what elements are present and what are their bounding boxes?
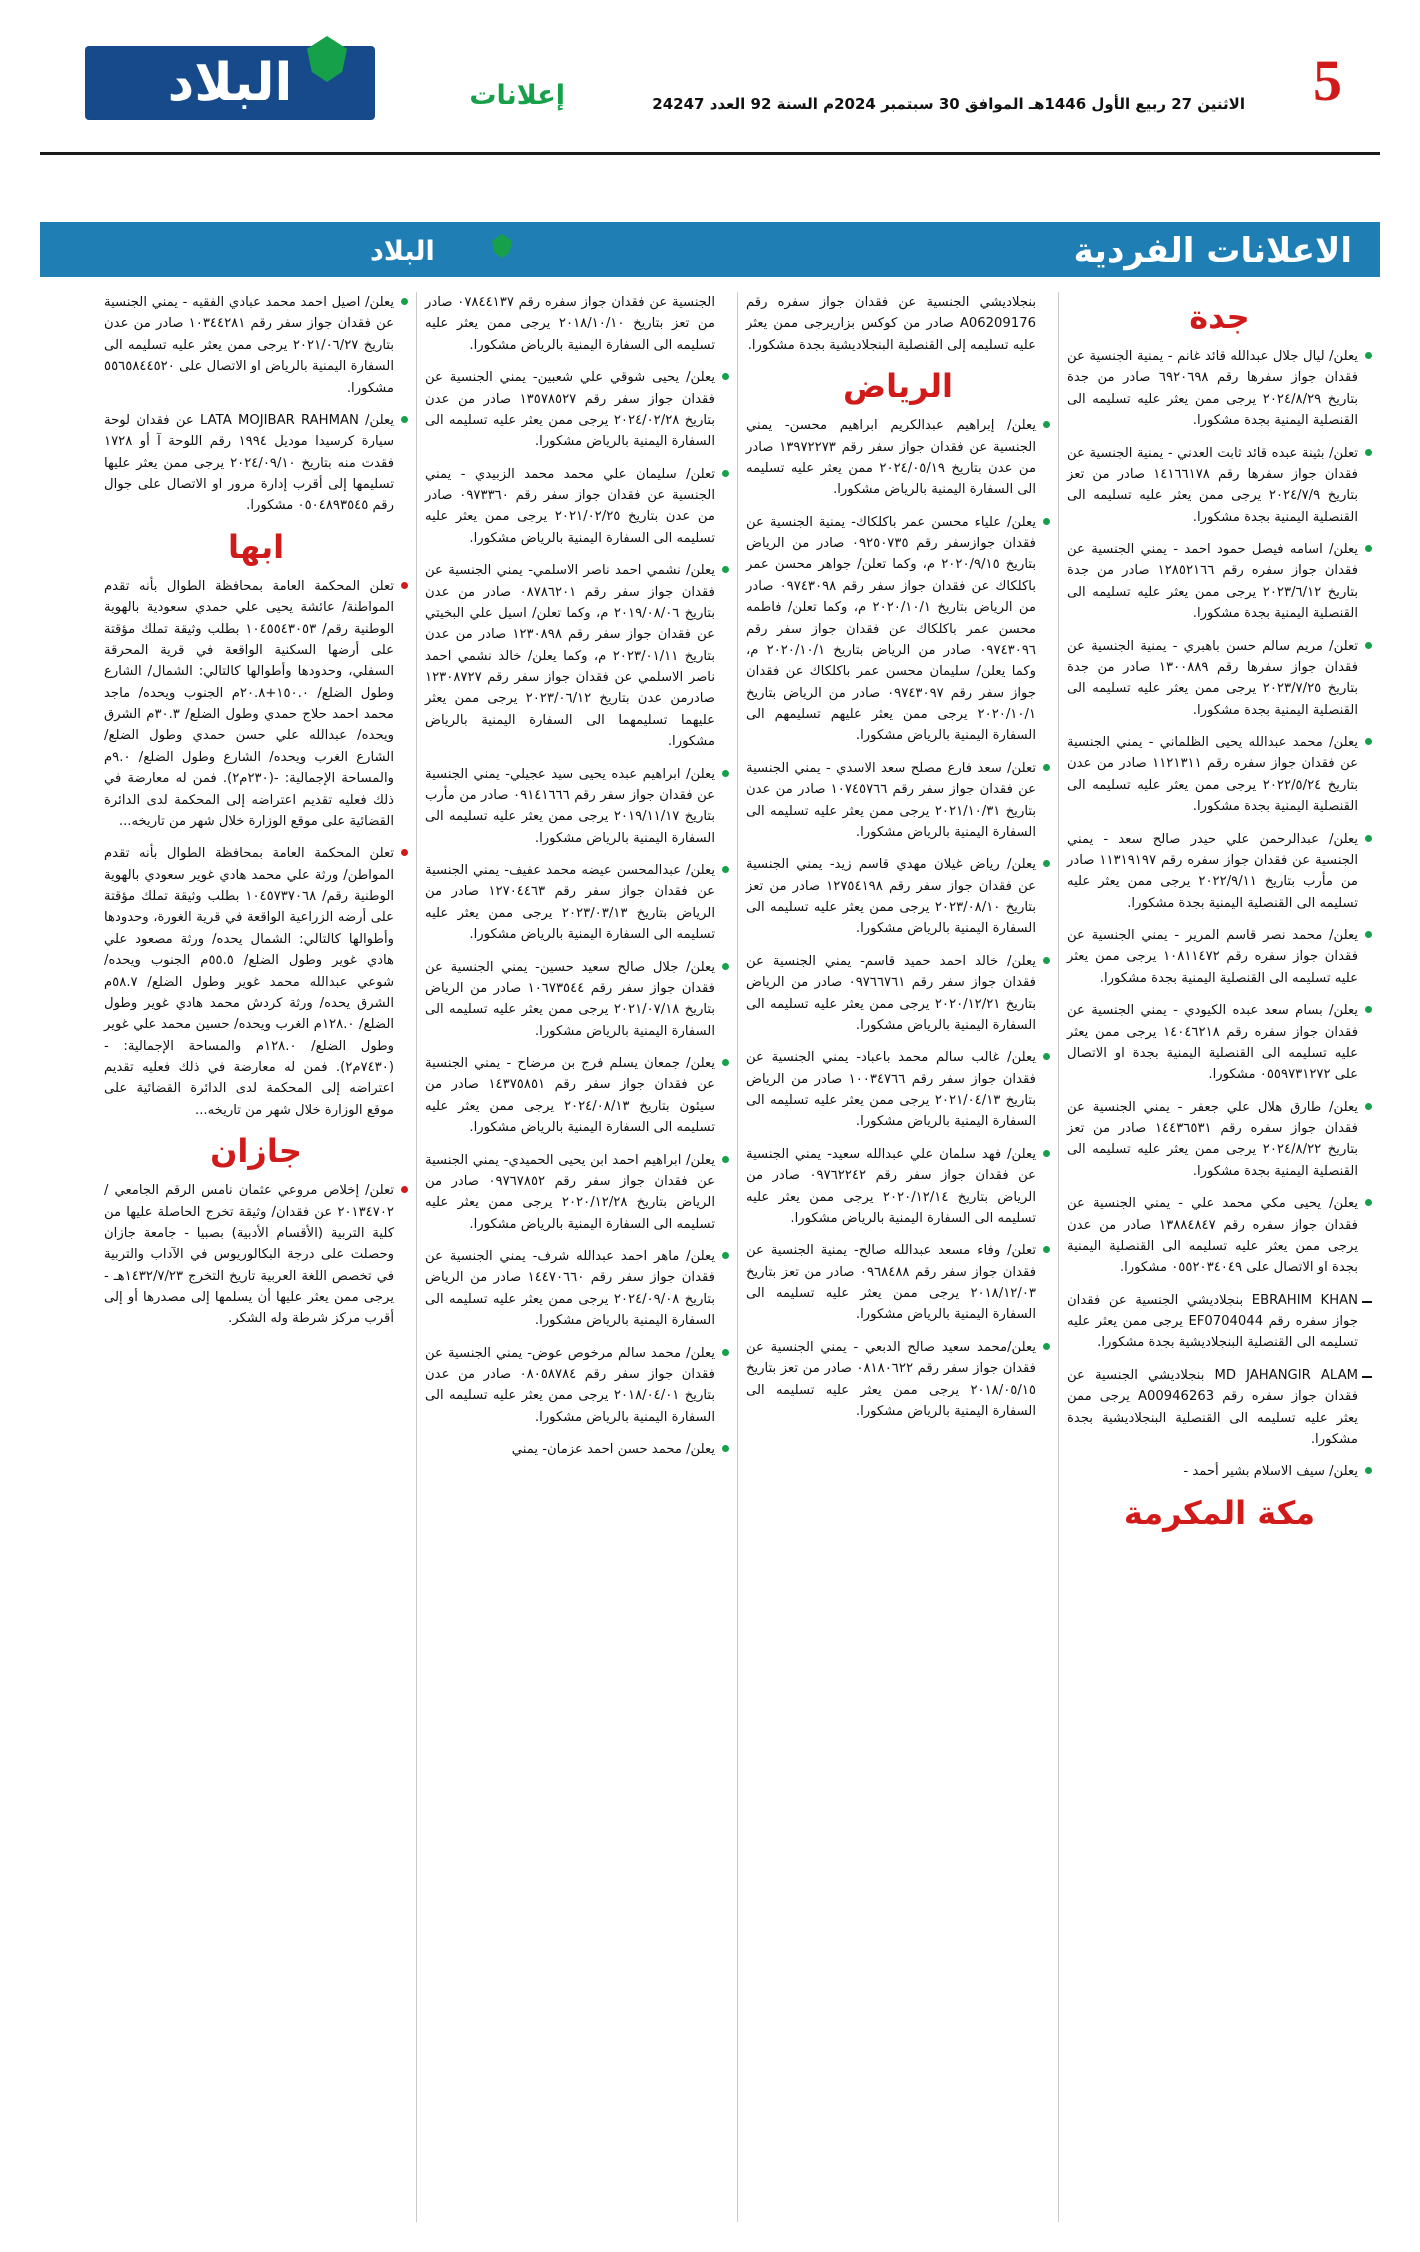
leaf-icon xyxy=(492,234,512,258)
classified-entry xyxy=(425,957,729,1043)
bullet-icon xyxy=(1043,764,1050,771)
header-divider xyxy=(40,152,1380,155)
entry-text: الجنسية عن فقدان جواز سفره رقم ٠٧٨٤٤١٣٧ صادر من تعز بتاريخ ٢٠١٨/١٠/١٠ يرجى ممن يعثر عليه تسليمه الى السفارة اليمنية بالرياض مشكورا. xyxy=(425,295,715,353)
bullet-icon xyxy=(1043,1053,1050,1060)
section-title: إعلانات xyxy=(469,80,565,111)
classified-entry xyxy=(746,854,1050,940)
city-heading: جازان xyxy=(210,1132,302,1171)
bullet-icon xyxy=(722,470,729,477)
classified-entry xyxy=(104,576,408,833)
classified-entry xyxy=(746,1337,1050,1423)
classified-entry xyxy=(1067,1365,1372,1451)
bullet-icon xyxy=(722,866,729,873)
entry-text: يعلن/ عبدالمحسن عيضه محمد عفيف- يمني الجنسية عن فقدان جواز سفر رقم ١٢٧٠٤٤٦٣ صادر من الرياض بتاريخ ٢٠٢٣/٠٣/١٣ يرجى ممن يعثر عليه تسليمه الى السفارة اليمنية بالرياض مشكورا. xyxy=(425,863,715,943)
entry-text: يعلن/ اسامه فيصل حمود احمد - يمني الجنسية عن فقدان جواز سفره رقم ١٢٨٥٢١٦٦ صادر من جدة بتاريخ ٢٠٢٣/٦/١٢ يرجى ممن يعثر عليه تسليمه الى القنصلية اليمنية بجدة مشكورا. xyxy=(1067,542,1358,622)
bullet-icon xyxy=(1365,545,1372,552)
classified-entry xyxy=(746,512,1050,747)
col-riyadh xyxy=(738,292,1059,2222)
dash-marker-icon xyxy=(1362,1376,1372,1380)
bullet-icon xyxy=(1043,518,1050,525)
entry-text: يعلن/ اصيل احمد محمد عبادي الفقيه - يمني الجنسية عن فقدان جواز سفر رقم ١٠٣٤٤٢٨١ صادر من عدن بتاريخ ٢٠٢١/٠٦/٢٧ يرجى ممن يعثر عليه تسليمه الى السفارة اليمنية بالرياض او الاتصال على ٥٥٦٥٨٤٤٥٢٠ مشكورا. xyxy=(104,295,394,396)
classified-entry xyxy=(746,415,1050,501)
classified-entry xyxy=(425,1150,729,1236)
bullet-icon xyxy=(1043,1150,1050,1157)
bullet-icon xyxy=(1365,1199,1372,1206)
entry-text: يعلن/ محمد سالم مرخوص عوض- يمني الجنسية عن فقدان جواز سفر رقم ٠٨٠٥٨٧٨٤ صادر من عدن بتاريخ ٢٠١٨/٠٤/٠١ يرجى ممن يعثر عليه تسليمه الى السفارة اليمنية بالرياض مشكورا. xyxy=(425,1345,715,1425)
col-left xyxy=(96,292,417,2222)
entry-text: يعلن/ ابراهيم احمد ابن يحيى الحميدي- يمني الجنسية عن فقدان جواز سفر رقم ٠٩٧٦٧٨٥٢ صادر من الرياض بتاريخ ٢٠٢٠/١٢/٢٨ يرجى ممن يعثر عليه تسليمه الى السفارة اليمنية بالرياض مشكورا. xyxy=(425,1152,715,1232)
bullet-icon xyxy=(401,849,408,856)
entry-text: يعلن/ خالد احمد حميد قاسم- يمني الجنسية عن فقدان جواز سفر رقم ٠٩٧٦٦٧٦١ صادر من الرياض بتاريخ ٢٠٢٠/١٢/٢١ يرجى ممن يعثر عليه تسليمه الى السفارة اليمنية بالرياض مشكورا. xyxy=(746,953,1036,1033)
page-number: 5 xyxy=(1313,48,1342,113)
classified-entry xyxy=(104,1180,408,1330)
entry-text: يعلن/ رياض غيلان مهدي قاسم زيد- يمني الجنسية عن فقدان جواز سفر رقم ١٢٧٥٤١٩٨ صادر من تعز بتاريخ ٢٠٢٣/٠٨/١٠ يرجى ممن يعثر عليه تسليمه الى السفارة اليمنية بالرياض مشكورا. xyxy=(746,857,1036,937)
bullet-icon xyxy=(1365,835,1372,842)
bullet-icon xyxy=(401,1186,408,1193)
bullet-icon xyxy=(1365,449,1372,456)
entry-text: يعلن/محمد سعيد صالح الدبعي - يمني الجنسية عن فقدان جواز سفر رقم ٠٨١٨٠٦٢٢ صادر من تعز بتاريخ ٢٠١٨/٠٥/١٥ يرجى ممن يعثر عليه تسليمه الى السفارة اليمنية بالرياض مشكورا. xyxy=(746,1339,1036,1419)
col-middle xyxy=(417,292,738,2222)
classified-entry xyxy=(425,367,729,453)
classified-entry xyxy=(1067,1000,1372,1086)
bullet-icon xyxy=(1365,1467,1372,1474)
bullet-icon xyxy=(1365,642,1372,649)
logo-text: البلاد xyxy=(85,46,375,120)
classified-entry xyxy=(425,292,729,356)
entry-text: تعلن/ إخلاص مروعي عثمان نامس الرقم الجامعي /٢٠١٣٤٧٠٢ عن فقدان/ وثيقة تخرج الحاصلة عليها من كلية التربية (الأقسام الأدبية) بصبيا - جامعة جازان وحصلت على درجة البكالوريوس في الآداب والتربية في تخصص اللغة العربية تاريخ التخرج ١٤٣٢/٧/٢٣هـ - يرجى ممن يعثر عليها أن يسلمها إلى مصدرها أو إلى أقرب مركز شرطة وله الشكر. xyxy=(104,1183,394,1327)
entry-text: يعلن/ جلال صالح سعيد حسين- يمني الجنسية عن فقدان جواز سفر رقم ١٠٦٧٣٥٤٤ صادر من الرياض بتاريخ ٢٠٢١/٠٧/١٨ يرجى ممن يعثر عليه تسليمه الى السفارة اليمنية بالرياض مشكورا. xyxy=(425,959,715,1039)
entry-text: يعلن/ عبدالرحمن علي حيدر صالح سعد - يمني الجنسية عن فقدان جواز سفره رقم ١١٣١٩١٩٧ صادر من مأرب بتاريخ ٢٠٢٢/٩/١١ يرجى ممن يعثر عليه تسليمه الى القنصلية اليمنية بجدة مشكورا. xyxy=(1067,831,1358,911)
city-heading: مكة المكرمة xyxy=(1123,1493,1316,1532)
entry-text: MD JAHANGIR ALAM بنجلاديشي الجنسية عن فقدان جواز سفره رقم A00946263 يرجى ممن يعثر عليه تسليمه الى القنصلية البنجلاديشية بجدة مشكورا. xyxy=(1067,1367,1359,1447)
bullet-icon xyxy=(1365,931,1372,938)
classified-entry xyxy=(425,1439,729,1460)
classified-entry xyxy=(425,464,729,550)
classified-entry xyxy=(425,1053,729,1139)
bullet-icon xyxy=(722,963,729,970)
bullet-icon xyxy=(722,1059,729,1066)
dash-marker-icon xyxy=(1362,1301,1372,1305)
entry-text: تعلن/ وفاء مسعد عبدالله صالح- يمنية الجنسية عن فقدان جواز سفر رقم ٠٩٦٨٤٨٨ صادر من تعز بتاريخ ٢٠١٨/١٢/٠٣ يرجى ممن يعثر عليه تسليمه الى السفارة اليمنية بالرياض مشكورا. xyxy=(746,1243,1036,1323)
banner-title: الاعلانات الفردية xyxy=(1073,231,1352,271)
classified-entry xyxy=(104,410,408,517)
entry-text: تعلن المحكمة العامة بمحافظة الطوال بأنه تقدم المواطن/ ورثة علي محمد هادي غوير سعودي بالهوية الوطنية رقم/ ١٠٤٥٧٣٧٠٦٨ بطلب وثيقة تملك مؤقتة على أرضه الزراعية الواقعة في قرية الغورة، وحدودها وأطوالها كالتالي: الشمال يحده/ ورثة مصعود علي هادي غوير وطول الضلع/ ٥٥.٥م الجنوب ويحده/ شوعي عبدالله محمد غوير وطول الضلع/ ٥٨.٧م الشرق يحده/ ورثة كردش محمد هادي غوير وطول الضلع/ ١٢٨.٠م الغرب ويحده/ حسين محمد علي غوير وطول الضلع/ ١٢٨.٠م والمساحة الإجمالية: -(٧٤٣٠م٢). فمن له معارضة في ذلك فعليه تقديم اعتراضه إلى المحكمة لدى الدائرة القضائية على موقع الوزارة خلال شهر من تاريخه... xyxy=(104,846,395,1118)
banner-logo-text: البلاد xyxy=(370,236,435,267)
entry-text: يعلن/ محمد عبدالله يحيى الظلماني - يمني الجنسية عن فقدان جواز سفره رقم ١١٢١٣١١ صادر من عدن بتاريخ ٢٠٢٢/٥/٢٤ يرجى ممن يعثر عليه تسليمه الى القنصلية اليمنية بجدة مشكورا. xyxy=(1067,735,1358,815)
city-heading: جدة xyxy=(1189,298,1250,336)
entry-text: تعلن/ سليمان علي محمد محمد الزبيدي - يمني الجنسية عن فقدان جواز سفر رقم ٠٩٧٣٣٦٠ صادر من عدن بتاريخ ٢٠٢١/٠٢/٢٥ يرجى ممن يعثر عليه تسليمه الى السفارة اليمنية بالرياض مشكورا. xyxy=(425,466,715,546)
bullet-icon xyxy=(1043,860,1050,867)
entry-text: يعلن/ غالب سالم محمد باعباد- يمني الجنسية عن فقدان جواز سفر رقم ١٠٠٣٤٧٦٦ صادر من الرياض بتاريخ ٢٠٢١/٠٤/١٣ يرجى ممن يعثر عليه تسليمه الى السفارة اليمنية بالرياض مشكورا. xyxy=(746,1050,1036,1130)
classified-entry xyxy=(1067,925,1372,989)
classified-entry xyxy=(1067,346,1372,432)
classified-entry xyxy=(1067,829,1372,915)
entry-text: تعلن/ سعد فارع مصلح سعد الاسدي - يمني الجنسية عن فقدان جواز سفر رقم ١٠٧٤٥٧٦٦ صادر من عدن بتاريخ ٢٠٢١/١٠/٣١ يرجى ممن يعثر عليه تسليمه الى السفارة اليمنية بالرياض مشكورا. xyxy=(746,760,1036,840)
classified-entry xyxy=(746,758,1050,844)
bullet-icon xyxy=(1043,421,1050,428)
bullet-icon xyxy=(722,373,729,380)
bullet-icon xyxy=(1365,352,1372,359)
classified-entry xyxy=(746,1144,1050,1230)
masthead xyxy=(0,0,1420,175)
classified-entry xyxy=(746,1240,1050,1326)
entry-text: يعلن/ نشمي احمد ناصر الاسلمي- يمني الجنسية عن فقدان جواز سفر رقم ٠٨٧٨٦٢٠١ صادر من عدن بتاريخ ٢٠١٩/٠٨/٠٦ م، وكما تعلن/ اسيل علي البخيتي عن فقدان جواز سفر رقم ١٢٣٠٨٩٨ صادر من عدن بتاريخ ٢٠٢٣/٠١/١١ م، وكما يعلن/ خالد نشمي احمد ناصر الاسلمي عن فقدان جواز سفر رقم ١٢٣٠٨٧٢٧ صادرمن عدن بتاريخ ٢٠٢٣/٠٦/١٢ يرجى ممن يعثر عليهما تسليمهما الى السفارة اليمنية بالرياض مشكورا. xyxy=(425,563,715,750)
entry-text: بنجلاديشي الجنسية عن فقدان جواز سفره رقم A06209176 صادر من كوكس بزاريرجى ممن يعثر عليه تسليمه إلى القنصلية البنجلاديشية بجدة مشكورا. xyxy=(746,295,1036,353)
classified-entry xyxy=(1067,1461,1372,1482)
issue-date-line: الاثنين 27 ربيع الأول 1446هـ الموافق 30 سبتمبر 2024م السنة 92 العدد 24247 xyxy=(652,95,1245,113)
bullet-icon xyxy=(401,298,408,305)
classified-entry xyxy=(1067,539,1372,625)
entry-text: يعلن/ سيف الاسلام بشير أحمد - xyxy=(1183,1464,1358,1480)
bullet-icon xyxy=(1365,1006,1372,1013)
entry-text: يعلن/ ليال جلال عبدالله قائد غانم - يمنية الجنسية عن فقدان جواز سفرها رقم ٦٩٢٠٦٩٨ صادر من جدة بتاريخ ٢٠٢٤/٨/٢٩ يرجى ممن يعثر عليه تسليمه الى القنصلية اليمنية بجدة مشكورا. xyxy=(1067,349,1358,429)
entry-text: يعلن/ LATA MOJIBAR RAHMAN عن فقدان لوحة سيارة كرسيدا موديل ١٩٩٤ رقم اللوحة آ أو ١٧٢٨ فقدت منه بتاريخ ٢٠٢٤/٠٩/١٠ يرجى ممن يعثر عليها تسليمها إلى أقرب إدارة مرور او الاتصال على جوال رقم ٠٥٠٤٨٩٣٥٤٥ مشكورا. xyxy=(104,412,394,514)
bullet-icon xyxy=(1365,738,1372,745)
bullet-icon xyxy=(722,1445,729,1452)
city-heading: الرياض xyxy=(843,367,953,406)
entry-text: يعلن/ محمد حسن احمد عزمان- يمني xyxy=(511,1442,715,1457)
entry-text: تعلن المحكمة العامة بمحافظة الطوال بأنه تقدم المواطنة/ عائشة يحيى علي حمدي سعودية بالهوية الوطنية رقم/ ١٠٤٥٥٤٣٠٥٣ بطلب وثيقة تملك مؤقتة على أرضها السكنية الواقعة في قرية المحرقة السفلي، وحدودها وأطوالها كالتالي: الشمال/ الشارع وطول الضلع/ ١٥٠.٠+٢٠.٨م الجنوب ويحده/ ماجد محمد احمد حلاج حمدي وطول الضلع/ ٣٠.٣م الشرق ويحده/ عبدالله علي حسن حمدي وطول الضلع/ الشارع الغرب ويحده/ الشارع وطول الضلع/ ٩.٠م والمساحة الإجمالية: -(٢٣٠م٢). فمن له معارضة في ذلك فعليه تقديم اعتراضه إلى المحكمة لدى الدائرة القضائية على موقع الوزارة خلال شهر من تاريخه... xyxy=(104,578,395,829)
bullet-icon xyxy=(1043,1343,1050,1350)
bullet-icon xyxy=(722,566,729,573)
classified-entry xyxy=(104,843,408,1121)
entry-text: يعلن/ طارق هلال علي جعفر - يمني الجنسية عن فقدان جواز سفره رقم ١٤٤٣٦٥٣١ صادر من تعز بتاريخ ٢٠٢٤/٨/٢٢ يرجى ممن يعثر عليه تسليمه الى القنصلية اليمنية بجدة مشكورا. xyxy=(1067,1099,1358,1179)
classified-entry xyxy=(425,560,729,752)
classified-entry xyxy=(1067,1097,1372,1183)
col-jeddah xyxy=(1059,292,1380,2222)
classifieds-columns xyxy=(40,292,1380,2222)
classified-entry xyxy=(425,1246,729,1332)
classified-entry xyxy=(1067,1290,1372,1354)
classified-entry xyxy=(425,1343,729,1429)
entry-text: يعلن/ جمعان يسلم فرج بن مرضاح - يمني الجنسية عن فقدان جواز سفر رقم ١٤٣٧٥٨٥١ صادر من سيئون بتاريخ ٢٠٢٤/٠٨/١٣ يرجى ممن يعثر عليه تسليمه الى السفارة اليمنية بالرياض مشكورا. xyxy=(425,1056,715,1136)
bullet-icon xyxy=(1043,1246,1050,1253)
city-heading: ابها xyxy=(227,527,285,566)
bullet-icon xyxy=(722,770,729,777)
bullet-icon xyxy=(401,582,408,589)
entry-text: تعلن/ بثينة عبده قائد ثابت العدني - يمنية الجنسية عن فقدان جواز سفرها رقم ١٤١٦٦١٧٨ صادر من تعز بتاريخ ٢٠٢٤/٧/٩ يرجى ممن يعثر عليه تسليمه الى القنصلية اليمنية بجدة مشكورا. xyxy=(1067,445,1358,525)
bullet-icon xyxy=(722,1349,729,1356)
classified-entry xyxy=(425,860,729,946)
newspaper-logo xyxy=(85,40,385,130)
entry-text: تعلن/ مريم سالم حسن باهبري - يمنية الجنسية عن فقدان جواز سفرها رقم ١٣٠٠٨٨٩ صادر من جدة بتاريخ ٢٠٢٣/٧/٢٥ يرجى ممن يعثر عليه تسليمه الى القنصلية اليمنية بجدة مشكورا. xyxy=(1067,638,1358,718)
bullet-icon xyxy=(1365,1103,1372,1110)
classified-entry xyxy=(425,764,729,850)
entry-text: يعلن/ بسام سعد عبده الكيودي - يمني الجنسية عن فقدان جواز سفره رقم ١٤٠٤٦٢١٨ يرجى ممن يعثر عليه تسليمه الى القنصلية اليمنية بجدة او الاتصال على ٠٥٥٩٧٣١٢٧٢ مشكورا. xyxy=(1067,1003,1358,1083)
classified-entry xyxy=(1067,1193,1372,1279)
bullet-icon xyxy=(401,416,408,423)
bullet-icon xyxy=(1043,957,1050,964)
entry-text: يعلن/ يحيى مكي محمد علي - يمني الجنسية عن فقدان جواز سفره رقم ١٣٨٨٤٨٤٧ صادر من عدن يرجى ممن يعثر عليه تسليمه الى القنصلية اليمنية بجدة او الاتصال على ٠٥٥٢٠٣٤٠٤٩ مشكورا. xyxy=(1067,1196,1358,1276)
entry-text: يعلن/ يحيى شوقي علي شعبين- يمني الجنسية عن فقدان جواز سفر رقم ١٣٥٧٨٥٢٧ صادر من عدن بتاريخ ٢٠٢٤/٠٢/٢٨ يرجى ممن يعثر عليه تسليمه الى السفارة اليمنية بالرياض مشكورا. xyxy=(425,370,715,450)
classified-entry xyxy=(746,951,1050,1037)
classified-entry xyxy=(1067,636,1372,722)
entry-text: يعلن/ ماهر احمد عبدالله شرف- يمني الجنسية عن فقدان جواز سفر رقم ١٤٤٧٠٦٦٠ صادر من الرياض بتاريخ ٢٠٢٤/٠٩/٠٨ يرجى ممن يعثر عليه تسليمه الى السفارة اليمنية بالرياض مشكورا. xyxy=(425,1249,715,1329)
classified-entry xyxy=(746,292,1050,356)
classified-entry xyxy=(1067,443,1372,529)
entry-text: يعلن/ إبراهيم عبدالكريم ابراهيم محسن- يمني الجنسية عن فقدان جواز سفر رقم ١٣٩٧٢٢٧٣ صادر من عدن بتاريخ ٢٠٢٤/٠٥/١٩ ممن يعثر عليه تسليمه الى السفارة اليمنية بالرياض مشكورا. xyxy=(746,418,1037,498)
section-banner xyxy=(40,222,1380,277)
classified-entry xyxy=(746,1047,1050,1133)
entry-text: يعلن/ محمد نصر قاسم المرير - يمني الجنسية عن فقدان جواز سفره رقم ١٠٨١١٤٧٢ يرجى ممن يعثر عليه تسليمه الى القنصلية اليمنية بجدة مشكورا. xyxy=(1067,928,1358,986)
bullet-icon xyxy=(722,1252,729,1259)
bullet-icon xyxy=(722,1156,729,1163)
entry-text: يعلن/ فهد سلمان علي عبدالله سعيد- يمني الجنسية عن فقدان جواز سفر رقم ٠٩٧٦٢٢٤٢ صادر من الرياض بتاريخ ٢٠٢٠/١٢/١٤ يرجى ممن يعثر عليه تسليمه الى السفارة اليمنية بالرياض مشكورا. xyxy=(746,1146,1036,1226)
classified-entry xyxy=(1067,732,1372,818)
classified-entry xyxy=(104,292,408,399)
entry-text: يعلن/ علياء محسن عمر باكلكاك- يمنية الجنسية عن فقدان جوازسفر رقم ٠٩٢٥٠٧٣٥ صادر من الرياض بتاريخ ٢٠٢٠/٩/١٥ م، وكما تعلن/ جواهر محسن عمر باكلكاك عن فقدان جواز سفر رقم ٠٩٧٤٣٠٩٨ صادر من الرياض بتاريخ ٢٠٢٠/١٠/١ م، وكما تعلن/ فاطمه محسن عمر باكلكاك عن فقدان جواز سفر رقم ٠٩٧٤٣٠٩٦ صادر من الرياض بتاريخ ٢٠٢٠/١٠/١ م، وكما يعلن/ سليمان محسن عمر باكلكاك عن فقدان جواز سفر رقم ٠٩٧٤٣٠٩٧ صادر من الرياض بتاريخ ٢٠٢٠/١٠/١ يرجى ممن يعثر عليهم تسليمهم الى السفارة اليمنية بالرياض مشكورا. xyxy=(746,514,1036,744)
entry-text: يعلن/ ابراهيم عبده يحيى سيد عجيلي- يمني الجنسية عن فقدان جواز سفر رقم ٠٩١٤١٦٦٦ صادر من مأرب بتاريخ ٢٠١٩/١١/١٧ يرجى ممن يعثر عليه تسليمه الى السفارة اليمنية بالرياض مشكورا. xyxy=(425,766,715,846)
entry-text: EBRAHIM KHAN بنجلاديشي الجنسية عن فقدان جواز سفره رقم EF0704044 يرجى ممن يعثر عليه تسليمه الى القنصلية البنجلاديشية بجدة مشكورا. xyxy=(1067,1292,1358,1351)
